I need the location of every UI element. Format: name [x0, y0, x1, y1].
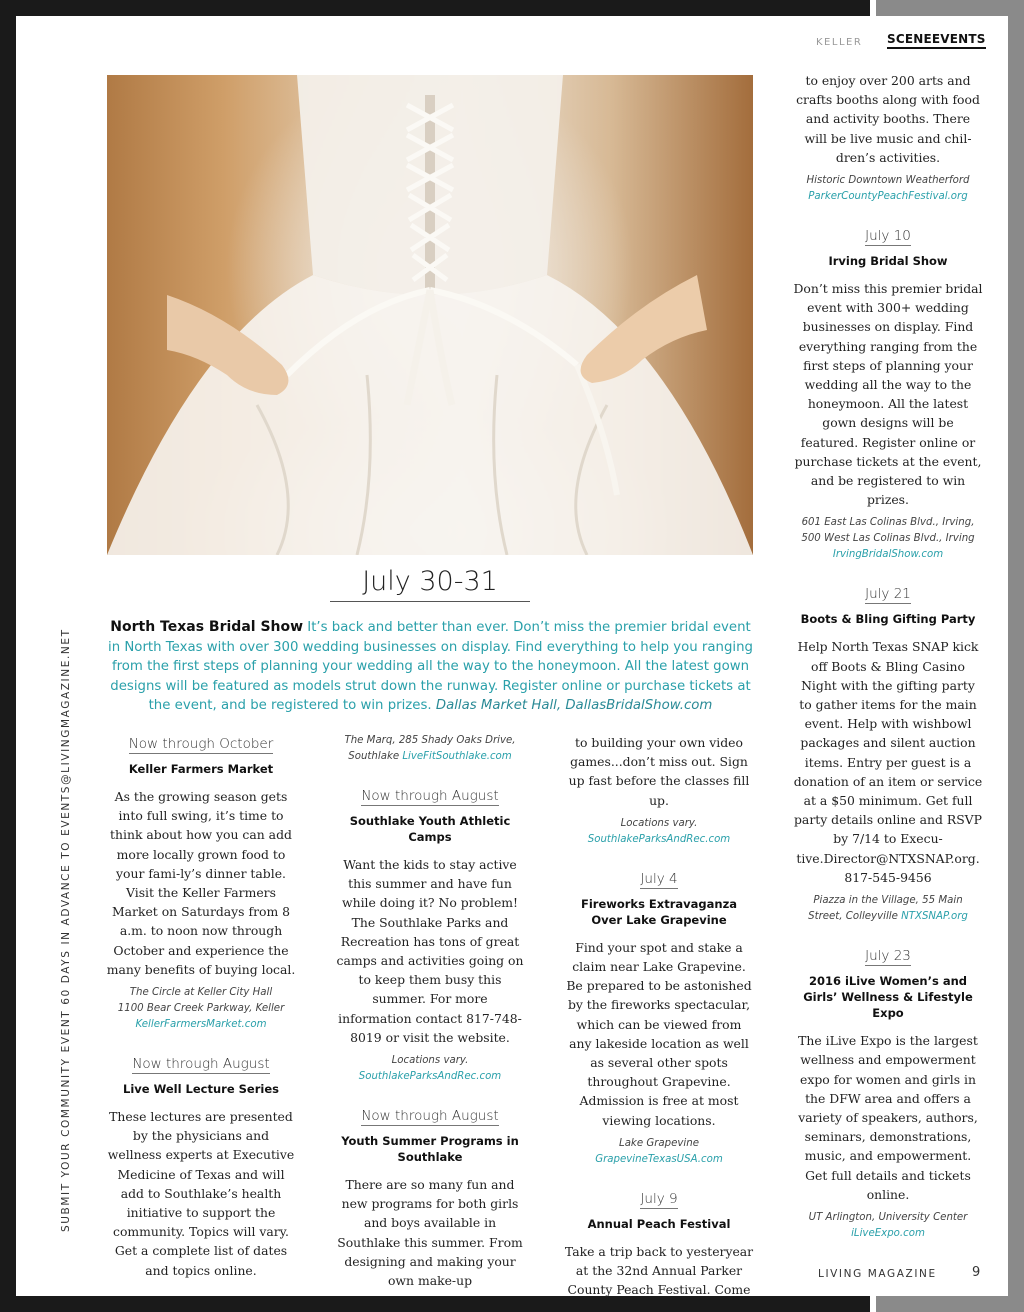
event-date: July 10	[865, 228, 911, 245]
event-location-line-1: Piazza in the Village, 55 Main	[813, 895, 963, 907]
header-section-bold: SCENE	[887, 32, 932, 46]
header-section-title	[887, 32, 986, 49]
event-description: to building your own video games...don’t miss out. Sign up fast before the classes fill up.	[568, 735, 750, 808]
event-website-link[interactable]: ParkerCountyPeachFestival.org	[808, 191, 968, 203]
hero-illustration	[107, 75, 753, 555]
event-website-link[interactable]: NTXSNAP.org	[901, 911, 968, 923]
event-website-link[interactable]: GrapevineTexasUSA.com	[595, 1153, 723, 1165]
event-website-link[interactable]: iLiveExpo.com	[851, 1227, 925, 1239]
event-date: July 4	[640, 870, 678, 887]
events-column-1	[106, 733, 296, 1286]
event-location: Historic Downtown Weatherford	[806, 175, 970, 187]
event-live-well-lecture-series	[106, 1053, 296, 1280]
event-title: Southlake Youth Athletic Camps	[349, 814, 511, 844]
event-location: Locations vary.	[391, 1055, 469, 1067]
event-title: 2016 iLive Women’s and Girls’ Wellness & Lifestyle Expo	[803, 974, 973, 1021]
event-title: Irving Bridal Show	[828, 254, 948, 269]
event-location-line-2	[336, 749, 524, 765]
event-title: Fireworks Extravaganza Over Lake Grapevine	[580, 896, 738, 927]
event-title: Live Well Lecture Series	[123, 1082, 279, 1097]
event-location-line-2: 500 West Las Colinas Blvd., Irving	[801, 533, 975, 545]
event-description: These lectures are presented by the physicians and wellness experts at Executive Medicine of Texas and will add to Southlake’s health initiative to support the community. Topics will vary. Get a complete list of dates and topics online.	[107, 1109, 295, 1278]
event-description: Help North Texas SNAP kick off Boots & Bling Casino Night with the gifting party to gather items for the main event. Help with wishbowl packages and silent auction items. Entry per guest is a donation of an item or service at a $50 minimum. Get full party details online and RSVP by 7/14 to Execu-tive.Director@NTXSNAP.org. 817-545-9456	[793, 639, 983, 885]
event-boots-and-bling	[793, 583, 983, 925]
event-location-line-1: 601 East Las Colinas Blvd., Irving,	[801, 517, 975, 529]
sidebar-submit-note: SUBMIT YOUR COMMUNITY EVENT 60 DAYS IN ADVANCE TO EVENTS@LIVINGMAGAZINE.NET	[60, 628, 72, 1232]
event-date: Now through August	[361, 788, 499, 804]
event-description: Don’t miss this premier bridal event with 300+ wedding businesses on display. Find everything ranging from the first steps of planning your wedding all the way to the honeymoon. All the latest gown designs will be featured. Register online or purchase tickets at the event, and be registered to win prizes.	[793, 281, 983, 508]
event-description: Want the kids to stay active this summer and have fun while doing it? No problem! The Southlake Parks and Recreation has tons of great camps and activities going on to keep them busy this summer. For more information contact 817-748-8019 or visit the website.	[336, 857, 524, 1045]
event-youth-summer-programs	[336, 1105, 524, 1290]
feature-title: North Texas Bridal Show	[110, 619, 304, 635]
event-date: July 9	[640, 1190, 678, 1207]
event-live-well-continued	[336, 733, 524, 765]
event-website-link[interactable]: LiveFitSouthlake.com	[402, 751, 512, 762]
event-description: There are so many fun and new programs for both girls and boys available in Southlake this summer. From designing and making your own make-up	[337, 1177, 523, 1289]
event-location-line-2	[793, 909, 983, 925]
event-youth-summer-programs-continued	[564, 733, 754, 848]
event-website-link[interactable]: SouthlakeParksAndRec.com	[587, 833, 731, 845]
page-frame-bottom-accent	[876, 1296, 1024, 1312]
event-peach-festival-continued	[793, 71, 983, 205]
event-irving-bridal-show	[793, 225, 983, 563]
event-date: Now through October	[128, 736, 274, 752]
event-location: Locations vary.	[620, 817, 698, 829]
event-location-line-2: 1100 Bear Creek Parkway, Keller	[117, 1003, 285, 1015]
event-website-link[interactable]: SouthlakeParksAndRec.com	[358, 1071, 502, 1083]
event-title: Keller Farmers Market	[128, 762, 274, 776]
event-title: Youth Summer Programs in Southlake	[341, 1134, 519, 1165]
event-location-line-1: The Marq, 285 Shady Oaks Drive,	[344, 735, 516, 746]
event-description: The iLive Expo is the largest wellness and empowerment expo for women and girls in the DFW area and offers a variety of speakers, authors, seminars, demonstrations, music, and empowerment. Get full details and tickets online.	[798, 1033, 978, 1202]
event-description: Find your spot and stake a claim near Lake Grapevine. Be prepared to be astonished by the fireworks spectacular, which can be viewed from any lakeside location as well as several other spots throughout Grapevine. Admission is free at most viewing locations.	[566, 939, 752, 1128]
event-date: Now through August	[132, 1056, 270, 1073]
event-location: UT Arlington, University Center	[808, 1211, 968, 1223]
feature-date: July 30-31	[330, 566, 530, 602]
footer-magazine-name: LIVING MAGAZINE	[818, 1268, 937, 1280]
event-website-link[interactable]: IrvingBridalShow.com	[832, 549, 944, 561]
page-frame-right	[1008, 0, 1024, 1312]
page-frame-top	[0, 0, 870, 16]
event-location: Lake Grapevine	[619, 1137, 699, 1149]
events-column-3	[564, 733, 754, 1305]
feature-north-texas-bridal-show	[108, 618, 753, 716]
events-column-4	[793, 71, 983, 1242]
event-annual-peach-festival	[564, 1188, 754, 1300]
event-southlake-youth-athletic-camps	[336, 785, 524, 1085]
footer-page-number: 9	[972, 1265, 981, 1280]
event-description: As the growing season gets into full swing, it’s time to think about how you can add more locally grown food to your fami-ly’s dinner table. Visit the Keller Farmers Market on Saturdays from 8 a.m. to noon now through October and experience the many benefits of buying local.	[106, 789, 296, 977]
event-location-line-1: The Circle at Keller City Hall	[129, 987, 273, 999]
event-title: Annual Peach Festival	[587, 1216, 731, 1231]
event-description: to enjoy over 200 arts and crafts booths along with food and activity booths. There will be live music and chil-dren’s activities.	[796, 73, 980, 165]
header-section-rest: EVENTS	[931, 32, 986, 46]
header-location: KELLER	[816, 37, 863, 48]
event-keller-farmers-market	[106, 733, 296, 1033]
event-fireworks-extravaganza	[564, 868, 754, 1168]
event-date: Now through August	[361, 1108, 499, 1125]
event-date: July 23	[865, 948, 911, 965]
event-location-city: Street, Colleyville	[808, 911, 898, 923]
hero-photo-bride-corset	[107, 75, 753, 555]
events-column-2	[336, 733, 524, 1296]
event-ilive-expo	[793, 945, 983, 1242]
event-location-city: Southlake	[348, 751, 400, 762]
event-description: Take a trip back to yesteryear at the 32nd Annual Parker County Peach Festival. Come	[564, 1243, 754, 1298]
event-website-link[interactable]: KellerFarmersMarket.com	[135, 1019, 267, 1031]
event-date: July 21	[865, 586, 911, 603]
page-frame-left	[0, 0, 16, 1312]
feature-body: It’s back and better than ever. Don’t miss the premier bridal event in North Texas with over 300 wedding businesses on display. Find everything to help you ranging from the first steps of planning your wedding all the way to the honeymoon. All the latest gown designs will be featured as models strut down the runway. Register online or purchase tickets at the event, and be registered to win prizes.	[108, 620, 753, 714]
page-frame-top-accent	[876, 0, 1024, 16]
feature-location: Dallas Market Hall, DallasBridalShow.com	[435, 698, 713, 714]
event-title: Boots & Bling Gifting Party	[800, 612, 976, 627]
